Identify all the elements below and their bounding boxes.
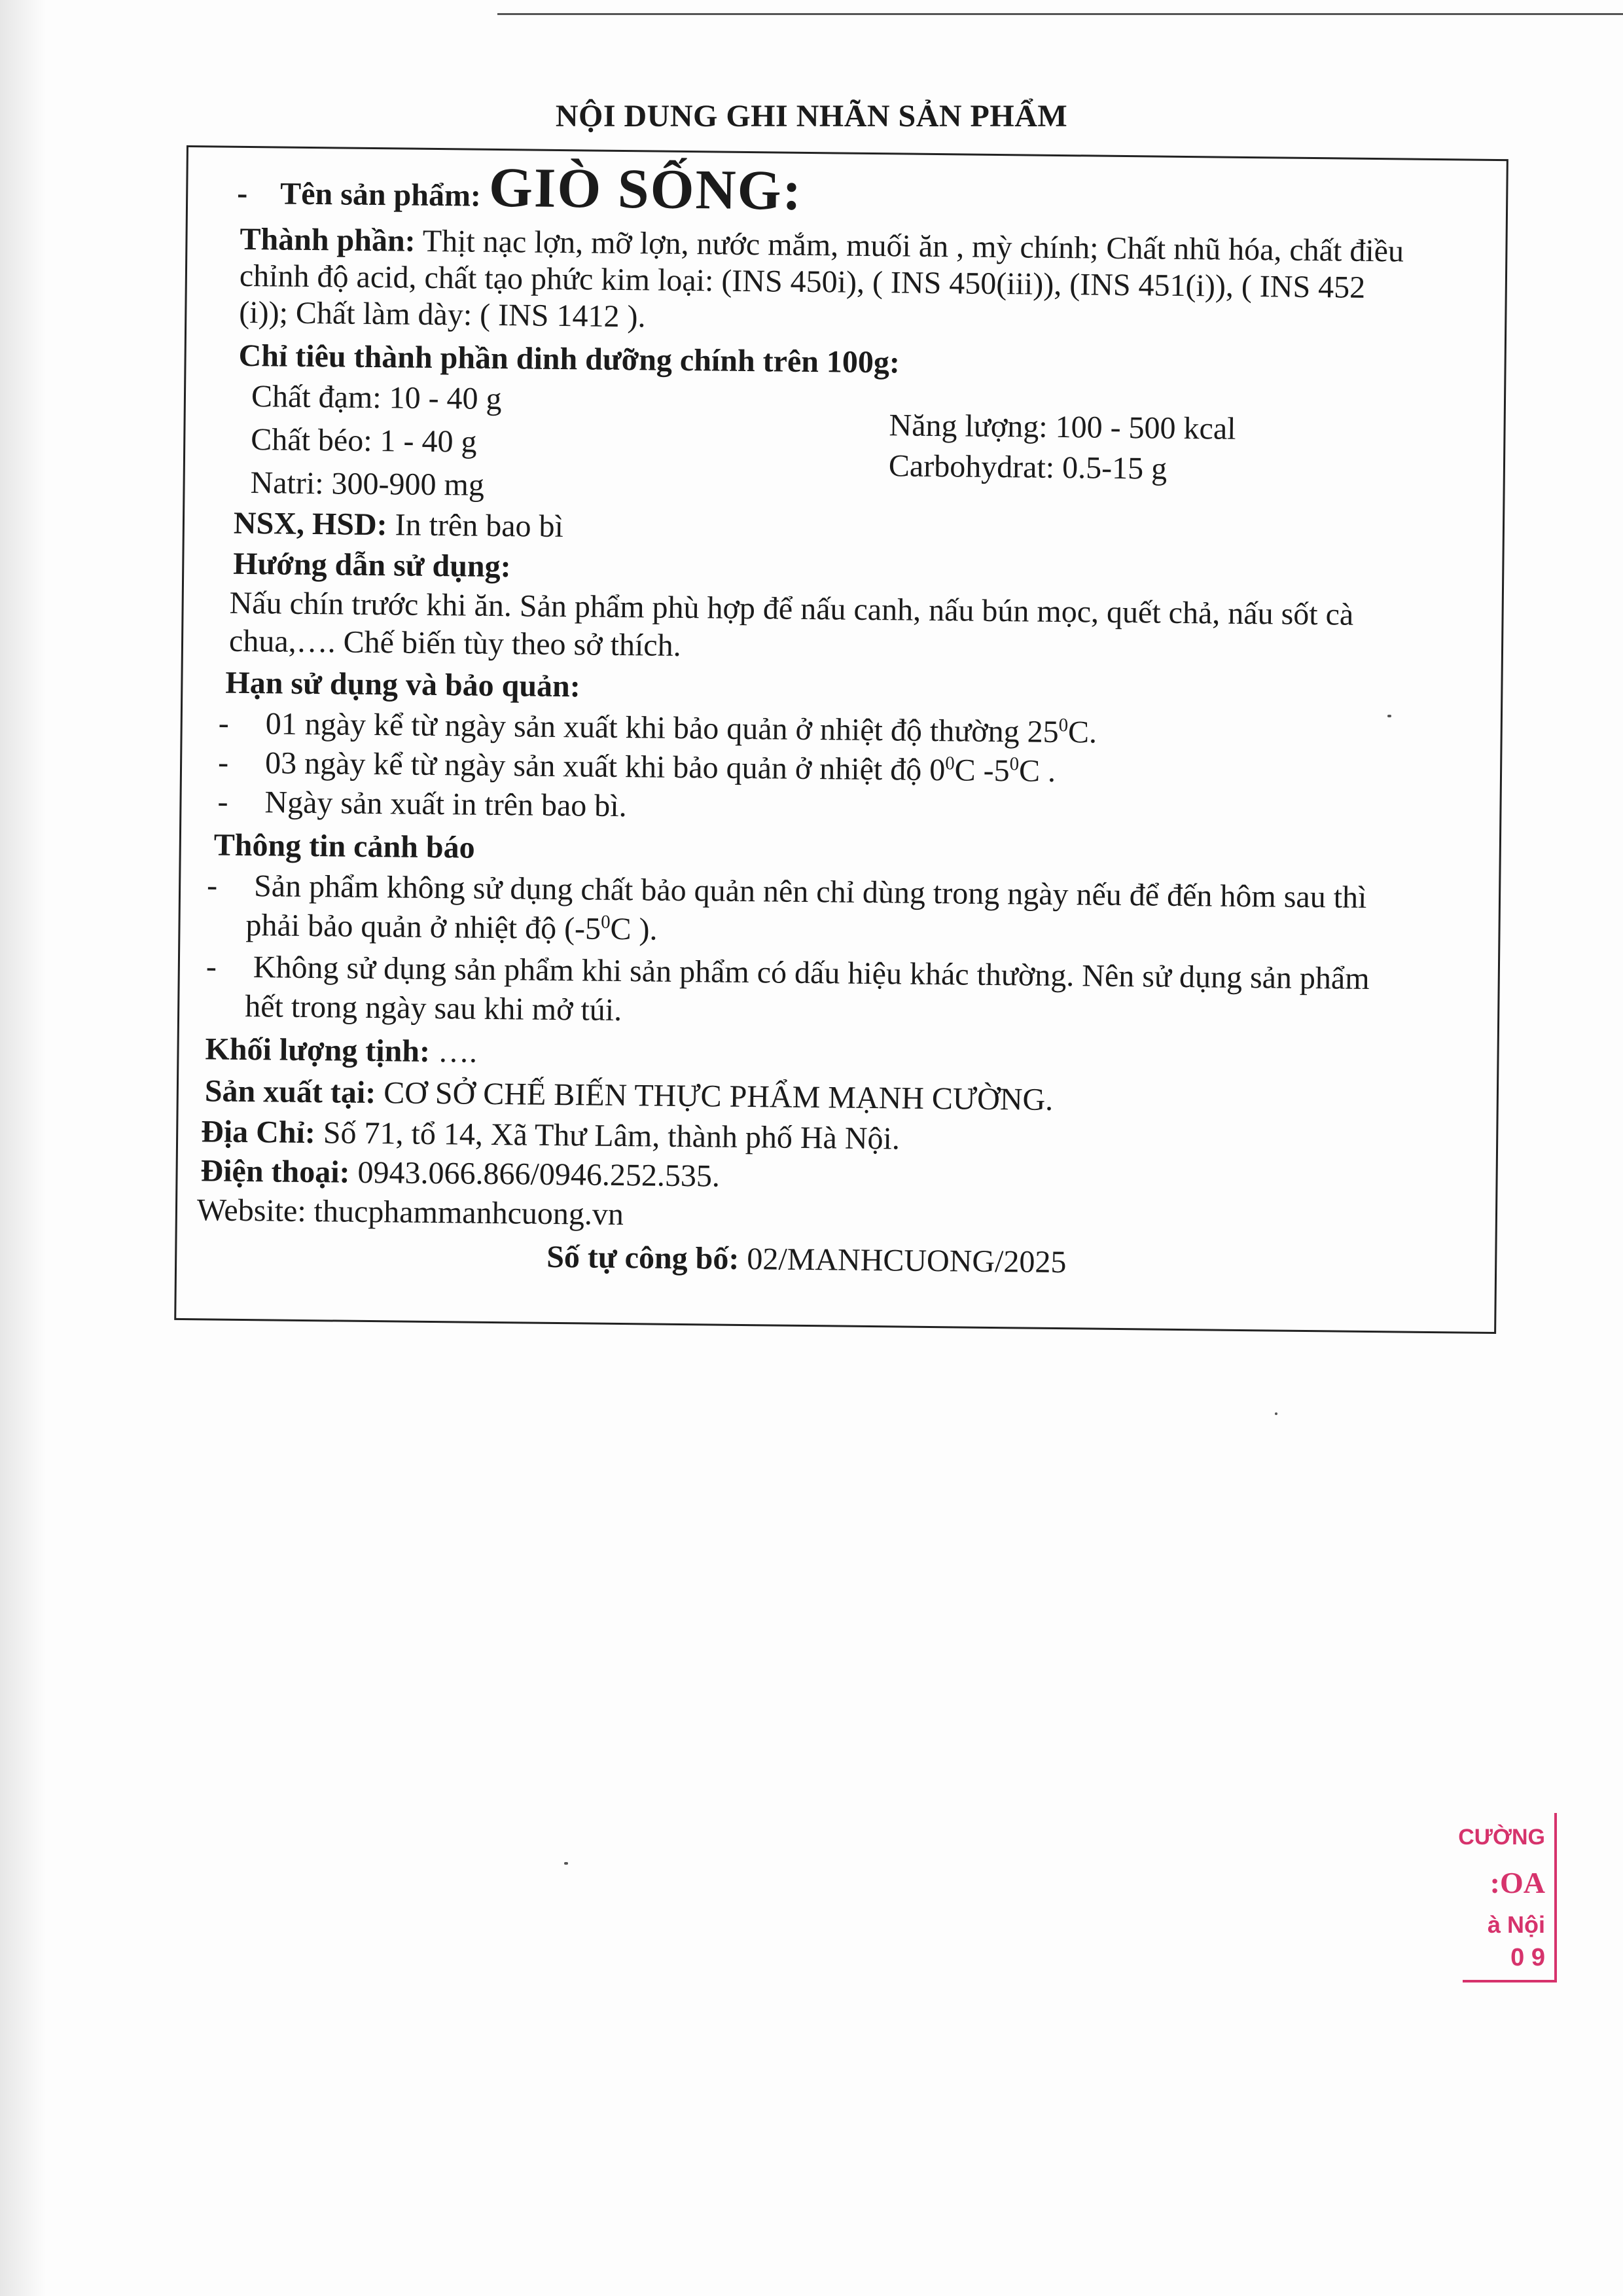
storage-item-2 (218, 745, 1056, 790)
storage-mid-2: C -5 (954, 753, 1010, 789)
label-content-box (174, 145, 1508, 1334)
phone-label: Điện thoại: (200, 1153, 350, 1190)
nsx-value: In trên bao bì (395, 507, 564, 545)
stamp-line-2: :OA (1489, 1866, 1545, 1899)
nsx-line (234, 505, 564, 545)
warning-heading: Thông tin cảnh báo (213, 827, 475, 865)
nutrition-energy: Năng lượng: 100 - 500 kcal (889, 408, 1236, 446)
ingredients-line-3: (i)); Chất làm dày: ( INS 1412 ). (239, 295, 646, 334)
address-line (201, 1113, 900, 1157)
degree-sup: 0 (945, 753, 955, 774)
nutrition-fat: Chất béo: 1 - 40 g (251, 422, 477, 459)
storage-bullet-3: - (217, 784, 228, 819)
scan-speck (564, 1862, 568, 1865)
storage-bullet-1: - (218, 706, 230, 741)
net-weight-label: Khối lượng tịnh: (205, 1031, 431, 1069)
degree-sup: 0 (601, 911, 611, 933)
storage-text-2: 03 ngày kể từ ngày sản xuất khi bảo quản ở nhiệt độ 0 (264, 745, 946, 788)
net-weight-value: …. (437, 1034, 478, 1069)
stamp-line-4: 0 9 (1510, 1944, 1545, 1971)
nutrition-protein: Chất đạm: 10 - 40 g (251, 379, 502, 417)
warning-text-1: Sản phẩm không sử dụng chất bảo quản nên chỉ dùng trong ngày nếu để đến hôm sau thì (253, 869, 1367, 915)
stamp-line-1: CƯỜNG (1458, 1825, 1545, 1850)
product-name-label: Tên sản phẩm: (279, 176, 482, 213)
producer-value: CƠ SỞ CHẾ BIẾN THỰC PHẨM MẠNH CƯỜNG. (383, 1075, 1054, 1117)
partial-red-stamp (1458, 1813, 1557, 1982)
storage-tail-1: C. (1067, 715, 1097, 750)
producer-label: Sản xuất tại: (204, 1073, 376, 1111)
stamp-line-3: à Nội (1487, 1911, 1545, 1938)
declaration-label: Số tự công bố: (546, 1239, 740, 1276)
declaration-value: 02/MANHCUONG/2025 (747, 1242, 1067, 1280)
storage-heading: Hạn sử dụng và bảo quản: (225, 665, 581, 704)
phone-value: 0943.066.866/0946.252.535. (357, 1155, 721, 1194)
ingredients-text: Thịt nạc lợn, mỡ lợn, nước mắm, muối ăn , mỳ chính; Chất nhũ hóa, chất điều (422, 223, 1404, 269)
product-name-line (236, 155, 803, 222)
producer-line (205, 1073, 1054, 1119)
storage-bullet-2: - (217, 745, 229, 780)
warning-bullet-2: - (205, 949, 217, 984)
warning-item-2-line-2: hết trong ngày sau khi mở túi. (244, 989, 622, 1028)
scan-speck (1275, 1412, 1277, 1415)
degree-sup: 0 (1058, 715, 1069, 736)
nsx-label: NSX, HSD: (233, 505, 387, 543)
scan-speck (1387, 715, 1391, 717)
storage-item-3 (217, 784, 627, 825)
nutrition-carbohydrate: Carbohydrat: 0.5-15 g (888, 448, 1168, 486)
net-weight-line (205, 1031, 477, 1070)
page-heading: NỘI DUNG GHI NHÃN SẢN PHẨM (555, 99, 1068, 134)
storage-tail-2: C . (1018, 753, 1056, 789)
warning-text-2: Không sử dụng sản phẩm khi sản phẩm có dấu hiệu khác thường. Nên sử dụng sản phẩm (253, 950, 1370, 996)
phone-line (200, 1153, 720, 1194)
address-label: Địa Chỉ: (200, 1114, 316, 1151)
ingredients-label: Thành phần: (240, 221, 416, 259)
warning-item-1-line-2 (245, 907, 658, 948)
scan-edge-shadow (0, 0, 46, 2296)
product-bullet: - (236, 175, 248, 211)
storage-item-1 (218, 706, 1097, 751)
ingredients-line-2: chỉnh độ acid, chất tạo phức kim loại: (INS 450i), ( INS 450(iii)), (INS 451(i)), ( INS 452 (239, 258, 1366, 305)
address-value: Số 71, tổ 14, Xã Thư Lâm, thành phố Hà Nội. (323, 1115, 901, 1157)
warning-text-1c: C ). (610, 911, 658, 947)
scan-top-line (497, 13, 1623, 15)
storage-text-3: Ngày sản xuất in trên bao bì. (264, 785, 627, 824)
storage-text-1: 01 ngày kể từ ngày sản xuất khi bảo quản ở nhiệt độ thường 25 (265, 706, 1059, 750)
product-name-value: GIÒ SỐNG: (488, 155, 803, 222)
usage-heading: Hướng dẫn sử dụng: (233, 546, 511, 584)
usage-line-1: Nấu chín trước khi ăn. Sản phẩm phù hợp để nấu canh, nấu bún mọc, quết chả, nấu sốt cà (229, 585, 1354, 632)
warning-text-1b: phải bảo quản ở nhiệt độ (-5 (245, 908, 601, 946)
degree-sup: 0 (1009, 753, 1020, 775)
nutrition-sodium: Natri: 300-900 mg (250, 465, 485, 503)
website-line: Website: thucphammanhcuong.vn (196, 1193, 624, 1232)
declaration-line (546, 1239, 1067, 1281)
warning-bullet-1: - (206, 868, 218, 903)
nutrition-heading: Chỉ tiêu thành phần dinh dưỡng chính trên 100g: (238, 338, 901, 380)
usage-line-2: chua,…. Chế biến tùy theo sở thích. (228, 623, 681, 663)
